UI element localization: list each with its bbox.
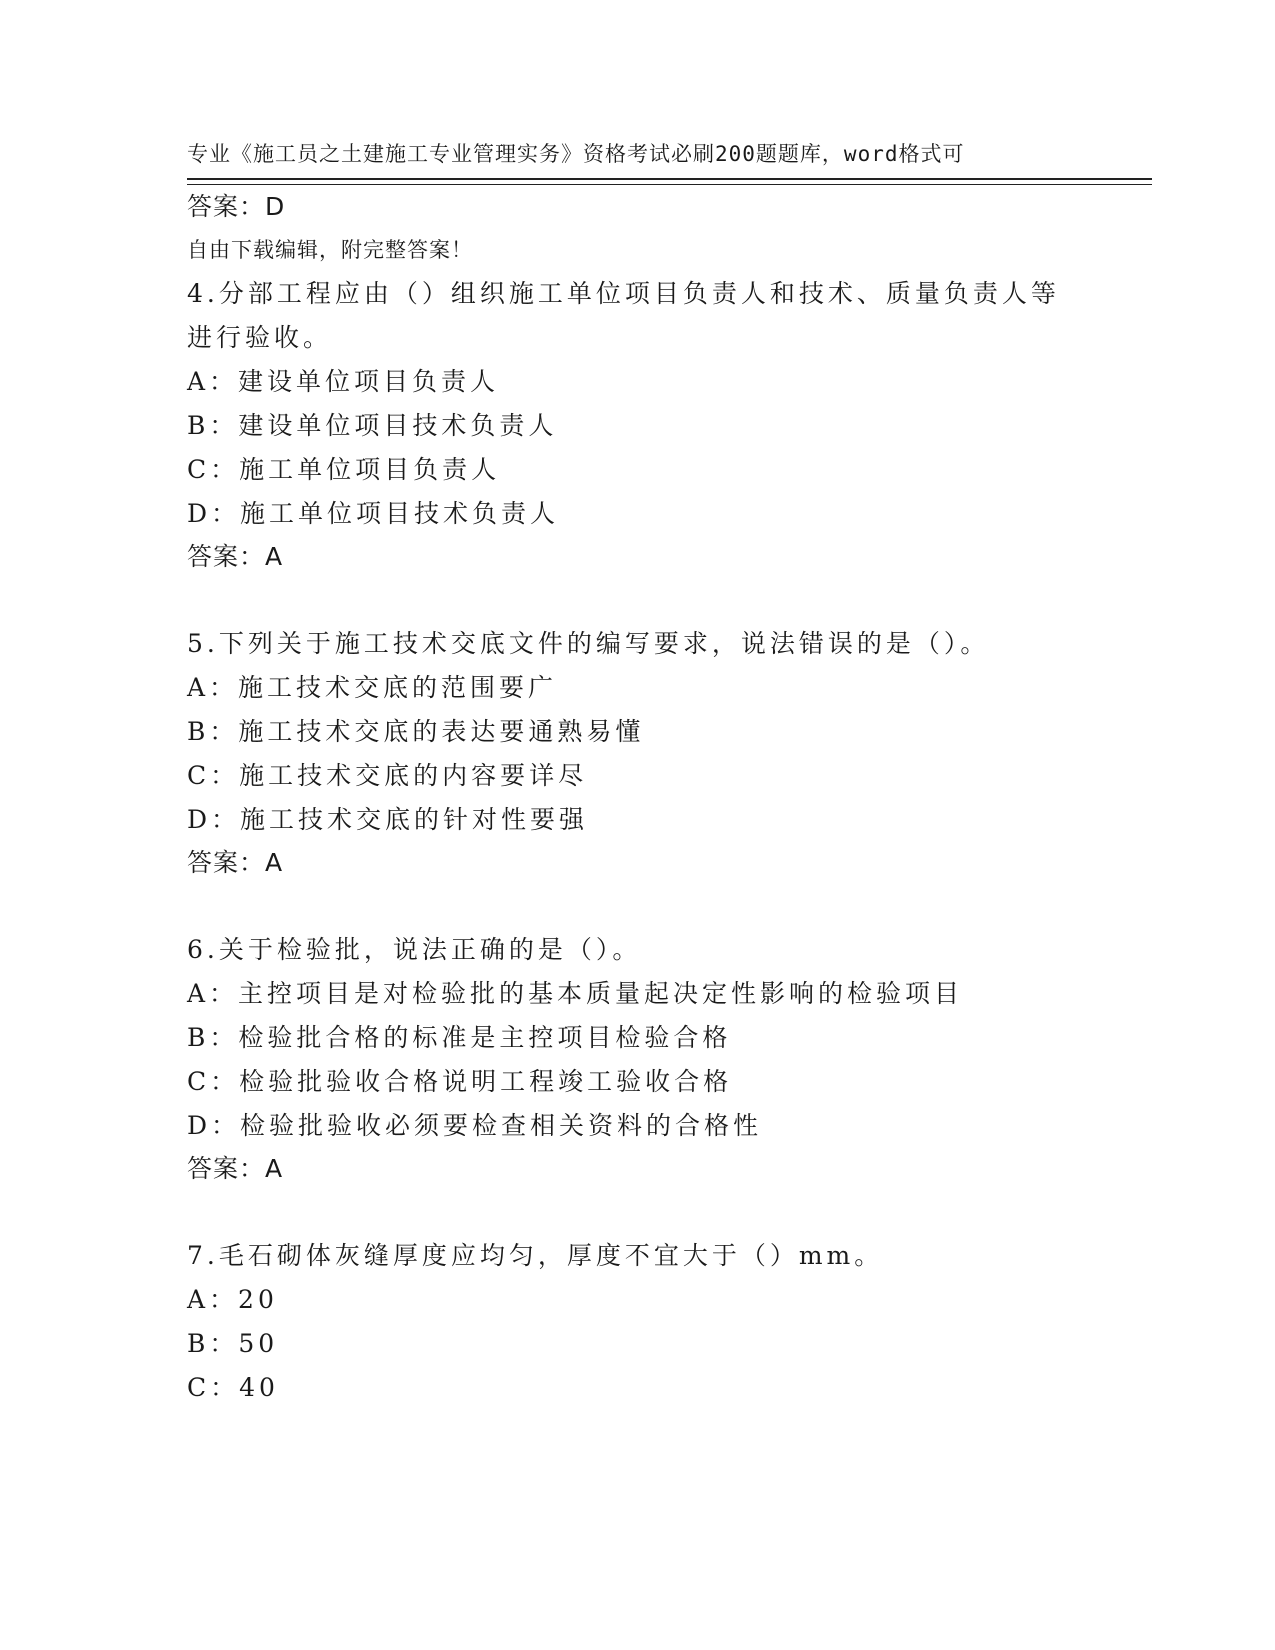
question-6-stem: 6.关于检验批，说法正确的是（）。 xyxy=(187,935,642,964)
question-4-option-b: B：建设单位项目技术负责人 xyxy=(187,411,558,440)
header-line-1: 专业《施工员之土建施工专业管理实务》资格考试必刷200题题库，word格式可 xyxy=(187,142,965,166)
question-6-option-b: B：检验批合格的标准是主控项目检验合格 xyxy=(187,1023,732,1052)
question-4-option-d: D：施工单位项目技术负责人 xyxy=(187,499,560,528)
question-5-option-c: C：施工技术交底的内容要详尽 xyxy=(187,761,588,790)
question-7-option-b: B：50 xyxy=(187,1329,279,1358)
header-line-2: 自由下载编辑，附完整答案！ xyxy=(187,238,473,262)
question-4-option-a: A：建设单位项目负责人 xyxy=(187,367,500,396)
header-divider-thin xyxy=(187,184,1152,185)
question-5-option-d: D：施工技术交底的针对性要强 xyxy=(187,805,589,834)
question-5-option-b: B：施工技术交底的表达要通熟易懂 xyxy=(187,717,645,746)
question-7-stem: 7.毛石砌体灰缝厚度应均匀，厚度不宜大于（）mm。 xyxy=(187,1241,884,1270)
document-header xyxy=(187,74,1067,298)
question-7-option-a: A：20 xyxy=(187,1285,278,1314)
question-6-option-a: A：主控项目是对检验批的基本质量起决定性影响的检验项目 xyxy=(187,979,964,1008)
question-6-option-c: C：检验批验收合格说明工程竣工验收合格 xyxy=(187,1067,733,1096)
question-5-stem: 5.下列关于施工技术交底文件的编写要求，说法错误的是（）。 xyxy=(187,629,990,658)
header-divider-thick xyxy=(187,178,1152,180)
question-4-stem-line-2: 进行验收。 xyxy=(187,323,333,352)
question-6-answer: 答案：A xyxy=(187,1154,284,1183)
question-5-option-a: A：施工技术交底的范围要广 xyxy=(187,673,558,702)
question-7-option-c: C：40 xyxy=(187,1373,279,1402)
question-6-option-d: D：检验批验收必须要检查相关资料的合格性 xyxy=(187,1111,763,1140)
question-4-answer: 答案：A xyxy=(187,542,284,571)
question-4-option-c: C：施工单位项目负责人 xyxy=(187,455,501,484)
question-5-answer: 答案：A xyxy=(187,848,284,877)
question-4-stem-line-1: 4.分部工程应由（）组织施工单位项目负责人和技术、质量负责人等 xyxy=(187,279,1060,308)
answer-previous: 答案：D xyxy=(187,192,286,221)
